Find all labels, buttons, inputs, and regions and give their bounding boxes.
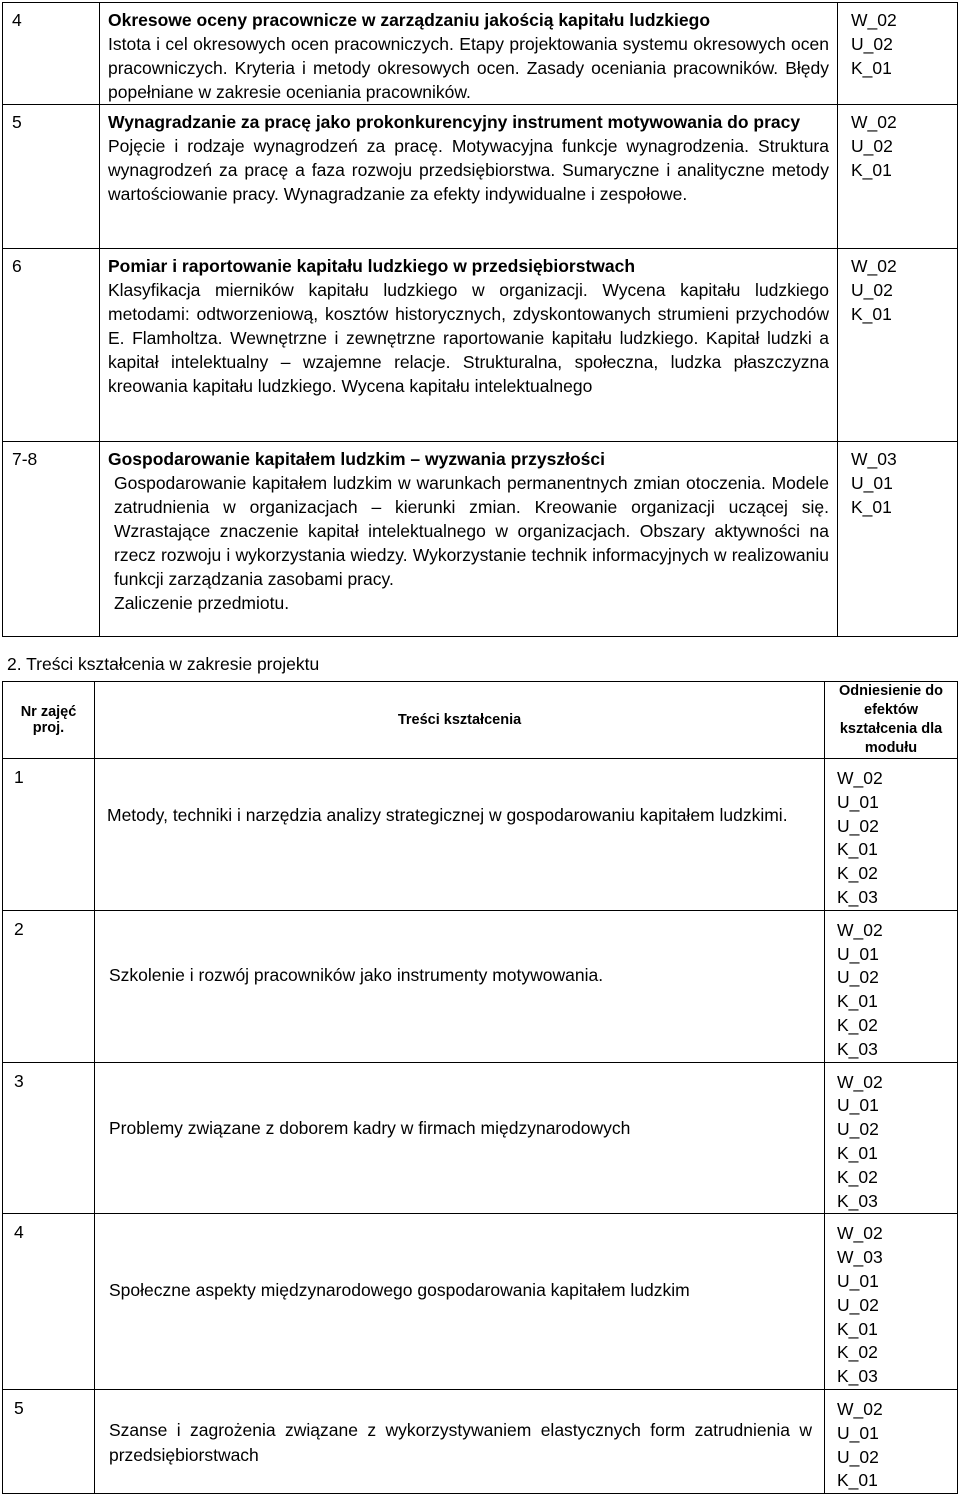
- row-refs: [825, 1062, 958, 1214]
- ref-code: K_03: [837, 1366, 878, 1387]
- ref-code: U_02: [837, 815, 879, 836]
- row-refs: [838, 105, 958, 249]
- row-content-cell: [95, 1062, 825, 1214]
- table-header-row: [3, 682, 958, 759]
- row-content-cell: [95, 1214, 825, 1390]
- row-content-cell: [95, 759, 825, 911]
- row-content: Szanse i zagrożenia związane z wykorzystywaniem elastycznych form zatrudnienia w przedsiębiorstwach: [109, 1419, 812, 1465]
- row-number: 2: [3, 910, 95, 1062]
- ref-code: W_02: [837, 768, 883, 788]
- row-refs: [825, 1389, 958, 1493]
- row-number: 1: [3, 759, 95, 911]
- ref-code: K_01: [851, 58, 892, 78]
- ref-code: U_02: [851, 136, 893, 156]
- row-refs: [825, 759, 958, 911]
- ref-code: W_02: [837, 919, 883, 940]
- ref-code: W_02: [837, 1223, 883, 1244]
- ref-code: K_01: [837, 839, 878, 860]
- row-number: 6: [3, 249, 100, 442]
- ref-code: K_02: [837, 1166, 878, 1187]
- table-row: [3, 249, 958, 442]
- row-content: Metody, techniki i narzędzia analizy strategicznej w gospodarowaniu kapitałem ludzkimi.: [107, 805, 788, 825]
- ref-code: K_02: [837, 863, 878, 884]
- ref-code: U_02: [837, 1446, 879, 1467]
- row-number: 5: [3, 105, 100, 249]
- table-row: [3, 1389, 958, 1493]
- table-row: [3, 1214, 958, 1390]
- row-number: 4: [3, 3, 100, 105]
- ref-code: U_01: [837, 1095, 879, 1116]
- row-content: Problemy związane z doborem kadry w firmach międzynarodowych: [109, 1117, 631, 1138]
- ref-code: W_02: [837, 1071, 883, 1092]
- row-content-cell: [95, 1389, 825, 1493]
- ref-code: U_01: [837, 1270, 879, 1291]
- row-number: 4: [3, 1214, 95, 1390]
- ref-code: K_01: [837, 1470, 878, 1491]
- row-description: [100, 3, 838, 105]
- row-number: 3: [3, 1062, 95, 1214]
- ref-code: W_02: [851, 10, 897, 30]
- row-content-cell: [95, 910, 825, 1062]
- ref-code: K_01: [837, 991, 878, 1012]
- ref-code: U_02: [851, 280, 893, 300]
- ref-code: U_02: [837, 1119, 879, 1140]
- row-title: Okresowe oceny pracownicze w zarządzaniu jakością kapitału ludzkiego: [108, 10, 711, 30]
- ref-code: K_02: [837, 1014, 878, 1035]
- row-refs: [825, 1214, 958, 1390]
- ref-code: U_01: [837, 791, 879, 812]
- row-refs: [825, 910, 958, 1062]
- ref-code: U_01: [837, 1422, 879, 1443]
- ref-code: K_03: [837, 886, 878, 907]
- row-refs: [838, 3, 958, 105]
- ref-code: W_02: [837, 1398, 883, 1419]
- row-title: Pomiar i raportowanie kapitału ludzkiego w przedsiębiorstwach: [108, 256, 636, 276]
- ref-code: K_03: [837, 1190, 878, 1211]
- row-content: Społeczne aspekty międzynarodowego gospodarowania kapitałem ludzkim: [109, 1280, 690, 1301]
- ref-code: W_03: [851, 449, 897, 469]
- ref-code: U_02: [851, 34, 893, 54]
- row-content: Pojęcie i rodzaje wynagrodzeń za pracę. Motywacyjna funkcje wynagrodzenia. Struktura wynagrodzeń za pracę a faza rozwoju przedsiębiorstwa. Sumaryczne i analityczne metody wartościowanie pracy. Wynagradzanie za efekty indywidualne i zespołowe.: [108, 136, 829, 204]
- row-extra: Zaliczenie przedmiotu.: [114, 593, 290, 613]
- ref-code: W_02: [851, 112, 897, 132]
- row-content: Gospodarowanie kapitałem ludzkim w warunkach permanentnych zmian otoczenia. Modele zatrudnienia w organizacjach – kierunki zmian. Kreowanie organizacji uczącej się. Wzrastające znaczenie kapitał intelektualnego w organizacjach. Obszary aktywności na rzecz rozwoju i wykorzystania wiedzy. Wykorzystanie technik informacyjnych w realizowaniu funkcji zarządzania zasobami pracy.: [114, 473, 829, 589]
- row-content: Istota i cel okresowych ocen pracowniczych. Etapy projektowania systemu okresowych ocen pracowniczych. Kryteria i metody okresowych ocen. Zasady oceniania pracowników. Błędy popełniane w zakresie oceniania pracowników.: [108, 34, 829, 102]
- table-row: [3, 3, 958, 105]
- ref-code: W_03: [837, 1247, 883, 1268]
- row-description: [100, 105, 838, 249]
- row-number: 7-8: [3, 442, 100, 637]
- ref-code: K_01: [837, 1318, 878, 1339]
- table-row: [3, 442, 958, 637]
- row-refs: [838, 249, 958, 442]
- table-row: [3, 910, 958, 1062]
- ref-code: U_02: [837, 1294, 879, 1315]
- row-description: [100, 249, 838, 442]
- table-row: [3, 105, 958, 249]
- lecture-content-table: [2, 2, 958, 637]
- ref-code: K_01: [837, 1142, 878, 1163]
- ref-code: K_01: [851, 304, 892, 324]
- ref-code: W_02: [851, 256, 897, 276]
- section-title: 2. Treści kształcenia w zakresie projektu: [7, 654, 320, 674]
- row-refs: [838, 442, 958, 637]
- header-content: Treści kształcenia: [95, 682, 825, 759]
- project-content-table: [2, 681, 958, 1494]
- ref-code: U_01: [851, 473, 893, 493]
- ref-code: U_02: [837, 967, 879, 988]
- ref-code: K_02: [837, 1342, 878, 1363]
- row-title: Wynagradzanie za pracę jako prokonkurencyjny instrument motywowania do pracy: [108, 112, 801, 132]
- row-title: Gospodarowanie kapitałem ludzkim – wyzwania przyszłości: [108, 449, 605, 469]
- header-number: Nr zajęć proj.: [3, 682, 95, 759]
- row-content: Szkolenie i rozwój pracowników jako instrumenty motywowania.: [109, 964, 604, 985]
- row-number: 5: [3, 1389, 95, 1493]
- table-row: [3, 1062, 958, 1214]
- row-content: Klasyfikacja mierników kapitału ludzkiego w organizacji. Wycena kapitału ludzkiego metodami: odtworzeniową, kosztów historycznych, zdyskontowanych strumieni przychodów E. Flamholtza. Wewnętrzne i zewnętrzne raportowanie kapitału ludzkiego. Kapitał ludzki a kapitał intelektualny – wzajemne relacje. Strukturalna, społeczna, ludzka płaszczyzna kreowania kapitału ludzkiego. Wycena kapitału intelektualnego: [108, 280, 829, 396]
- ref-code: K_01: [851, 160, 892, 180]
- table-row: [3, 759, 958, 911]
- row-description: [100, 442, 838, 637]
- header-refs: Odniesienie do efektów kształcenia dla modułu: [825, 682, 958, 759]
- ref-code: U_01: [837, 943, 879, 964]
- ref-code: K_03: [837, 1038, 878, 1059]
- ref-code: K_01: [851, 497, 892, 517]
